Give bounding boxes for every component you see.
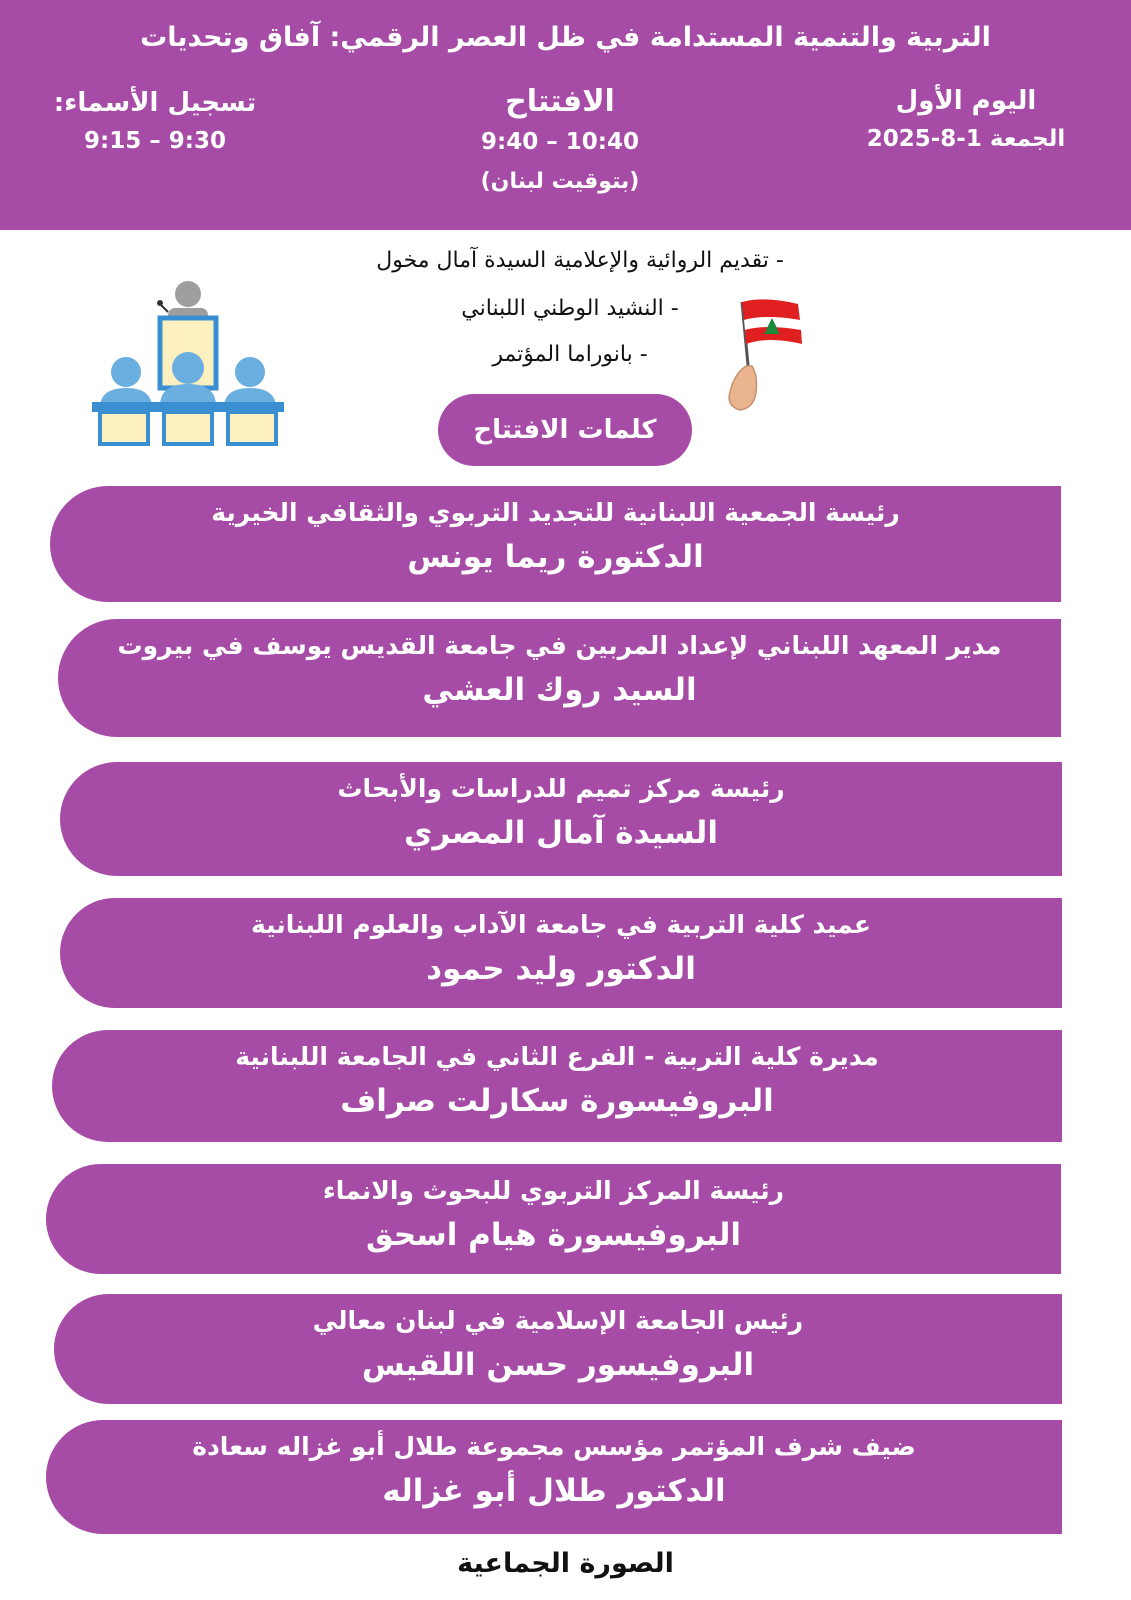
speaker-band [54, 1294, 1062, 1404]
opening-info [440, 84, 680, 194]
registration-time: 9:15 – 9:30 [84, 128, 226, 154]
speaker-name: السيد روك العشي [422, 672, 697, 708]
speaker-name: السيدة آمال المصري [404, 815, 718, 851]
registration-info [40, 88, 270, 154]
opening-label: الافتتاح [505, 84, 615, 119]
speaker-role: رئيسة المركز التربوي للبحوث والانماء [322, 1176, 785, 1205]
speaker-role: ضيف شرف المؤتمر مؤسس مجموعة طلال أبو غزاله سعادة [192, 1432, 916, 1461]
speaker-band [60, 762, 1062, 876]
timezone-note: (بتوقيت لبنان) [480, 169, 640, 194]
speaker-name: البروفيسورة هيام اسحق [365, 1217, 742, 1253]
speaker-name: الدكتور طلال أبو غزاله [382, 1473, 726, 1509]
speaker-role: مدير المعهد اللبناني لإعداد المربين في جامعة القديس يوسف في بيروت [117, 631, 1002, 660]
conference-title: التربية والتنمية المستدامة في ظل العصر الرقمي: آفاق وتحديات [140, 22, 991, 53]
speaker-band [46, 1164, 1061, 1274]
speaker-band [46, 1420, 1062, 1534]
speaker-role: مديرة كلية التربية - الفرع الثاني في الجامعة اللبنانية [235, 1042, 879, 1071]
speaker-band [52, 1030, 1062, 1142]
speaker-role: عميد كلية التربية في جامعة الآداب والعلوم اللبنانية [250, 910, 872, 939]
speaker-band [60, 898, 1062, 1008]
speaker-name: البروفيسور حسن اللقيس [361, 1347, 755, 1383]
day-label: اليوم الأول [895, 86, 1037, 116]
speaker-role: رئيس الجامعة الإسلامية في لبنان معالي [312, 1306, 804, 1335]
speaker-band [50, 486, 1061, 602]
speaker-band [58, 619, 1061, 737]
group-photo-label: الصورة الجماعية [457, 1548, 674, 1579]
speaker-name: الدكتورة ريما يونس [407, 539, 704, 575]
header-banner [0, 0, 1131, 230]
lebanon-flag-icon [706, 296, 806, 416]
speaker-name: البروفيسورة سكارلت صراف [340, 1083, 774, 1119]
speaker-role: رئيسة مركز تميم للدراسات والأبحاث [337, 774, 785, 803]
intro-panorama: - بانوراما المؤتمر [492, 342, 648, 367]
speaker-name: الدكتور وليد حمود [426, 951, 696, 987]
registration-label: تسجيل الأسماء: [53, 88, 257, 118]
opening-time: 9:40 – 10:40 [481, 129, 639, 155]
opening-words-heading: كلمات الافتتاح [438, 394, 692, 466]
conference-icon [88, 278, 288, 450]
intro-presenter: - تقديم الروائية والإعلامية السيدة آمال مخول [376, 248, 784, 273]
speaker-role: رئيسة الجمعية اللبنانية للتجديد التربوي والثقافي الخيرية [211, 498, 900, 527]
day-date: الجمعة 1-8-2025 [866, 126, 1066, 152]
day-info [851, 86, 1081, 152]
intro-anthem: - النشيد الوطني اللبناني [461, 296, 679, 321]
